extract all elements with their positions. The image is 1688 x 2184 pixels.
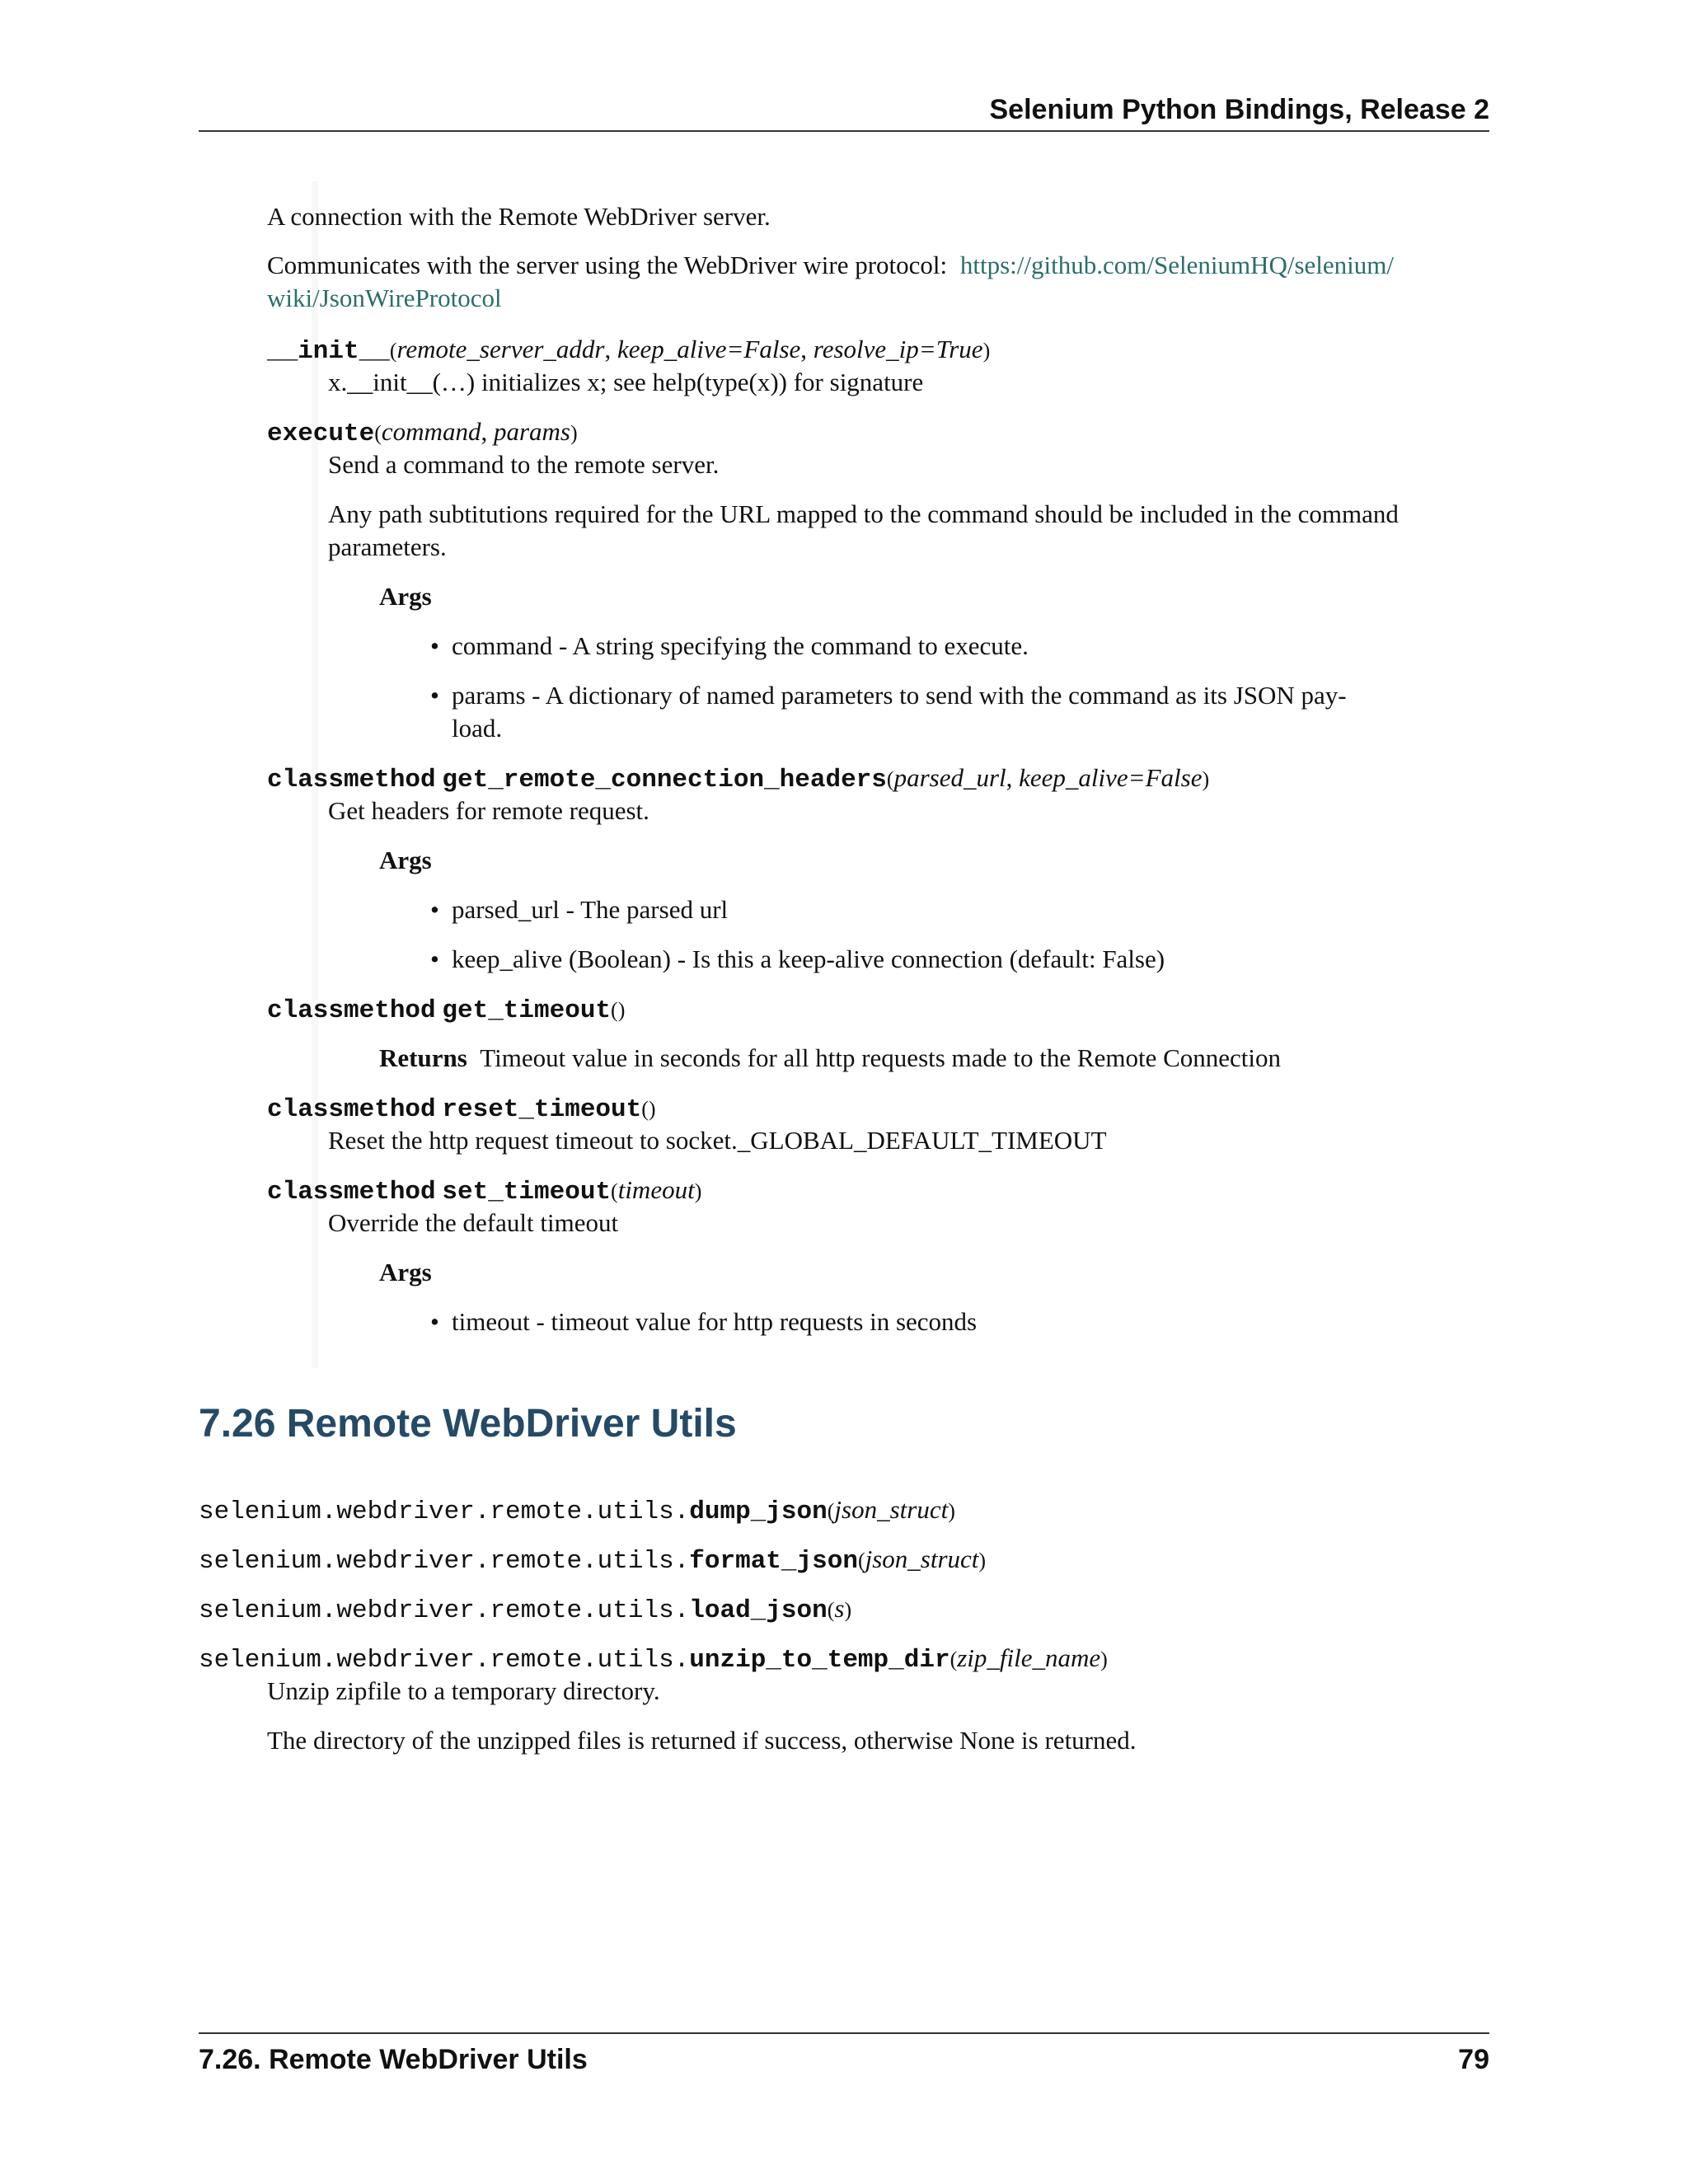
returns-field xyxy=(379,1042,1281,1075)
function-signature: selenium.webdriver.remote.utils.load_json(s) xyxy=(199,1594,852,1625)
execute-signature: execute(command, params) xyxy=(267,417,578,448)
protocol-link-cont[interactable]: wiki/JsonWireProtocol xyxy=(267,284,502,312)
classmethod-keyword: classmethod xyxy=(267,1095,436,1124)
reset-timeout-description: Reset the http request timeout to socket._GLOBAL_DEFAULT_TIMEOUT xyxy=(328,1126,1107,1155)
protocol-link[interactable]: https://github.com/SeleniumHQ/selenium/ xyxy=(959,251,1394,279)
protocol-line xyxy=(267,249,1394,282)
unzip-detail: The directory of the unzipped files is returned if success, otherwise None is returned. xyxy=(267,1726,1137,1755)
set-timeout-name: set_timeout xyxy=(442,1178,612,1207)
function-name: dump_json xyxy=(689,1497,828,1526)
function-signature: selenium.webdriver.remote.utils.unzip_to_temp_dir(zip_file_name) xyxy=(199,1643,1108,1675)
page-footer xyxy=(199,2032,1489,2075)
get-timeout-signature: classmethod get_timeout() xyxy=(267,996,626,1025)
list-item: • params - A dictionary of named parameters to send with the command as its JSON pay- xyxy=(430,681,1347,710)
get-timeout-name: get_timeout xyxy=(442,996,612,1025)
args-label: Args xyxy=(379,846,432,874)
page-number: 79 xyxy=(1458,2044,1489,2075)
get-headers-name: get_remote_connection_headers xyxy=(442,766,887,794)
set-timeout-description: Override the default timeout xyxy=(328,1208,619,1237)
execute-name: execute xyxy=(267,419,375,448)
list-item: • command - A string specifying the command to execute. xyxy=(430,631,1029,660)
list-item: • parsed_url - The parsed url xyxy=(430,895,729,924)
get-headers-signature: classmethod get_remote_connection_headers(parsed_url, keep_alive=False) xyxy=(267,763,1210,794)
module-prefix: selenium.webdriver.remote.utils. xyxy=(199,1497,690,1526)
init-description: x.__init__(…) initializes x; see help(type(x)) for signature xyxy=(328,368,924,396)
module-prefix: selenium.webdriver.remote.utils. xyxy=(199,1646,690,1675)
function-name: unzip_to_temp_dir xyxy=(689,1646,950,1675)
classmethod-keyword: classmethod xyxy=(267,766,436,794)
reset-timeout-name: reset_timeout xyxy=(442,1095,642,1124)
function-signature: selenium.webdriver.remote.utils.dump_json(json_struct) xyxy=(199,1495,955,1526)
classmethod-keyword: classmethod xyxy=(267,996,436,1025)
init-name: __init__ xyxy=(267,337,390,366)
execute-param: params xyxy=(493,417,570,446)
footer-section-title: 7.26. Remote WebDriver Utils xyxy=(199,2044,588,2075)
function-signature: selenium.webdriver.remote.utils.format_json(json_struct) xyxy=(199,1544,987,1576)
list-item-cont: load. xyxy=(452,714,503,743)
class-description: A connection with the Remote WebDriver server. xyxy=(267,202,771,231)
function-name: format_json xyxy=(689,1547,858,1576)
page-header xyxy=(199,91,1489,132)
list-item: • keep_alive (Boolean) - Is this a keep-alive connection (default: False) xyxy=(430,944,1165,973)
execute-detail: Any path subtitutions required for the URL mapped to the command should be included in the command xyxy=(328,499,1399,528)
protocol-text: Communicates with the server using the WebDriver wire protocol: xyxy=(267,251,948,279)
list-item: • timeout - timeout value for http requests in seconds xyxy=(430,1307,978,1336)
function-name: load_json xyxy=(689,1596,828,1625)
running-title: Selenium Python Bindings, Release 2 xyxy=(989,94,1489,125)
execute-param: command xyxy=(381,417,481,446)
classmethod-keyword: classmethod xyxy=(267,1178,436,1207)
module-prefix: selenium.webdriver.remote.utils. xyxy=(199,1596,690,1625)
unzip-description: Unzip zipfile to a temporary directory. xyxy=(267,1676,660,1705)
module-prefix: selenium.webdriver.remote.utils. xyxy=(199,1547,690,1576)
args-label: Args xyxy=(379,582,432,611)
section-heading: 7.26 Remote WebDriver Utils xyxy=(199,1402,737,1446)
set-timeout-signature: classmethod set_timeout(timeout) xyxy=(267,1175,702,1207)
get-headers-description: Get headers for remote request. xyxy=(328,796,649,825)
init-param: keep_alive=False xyxy=(617,335,801,363)
init-signature: __init__(remote_server_addr, keep_alive=False, resolve_ip=True) xyxy=(267,335,991,366)
returns-label: Returns xyxy=(379,1043,467,1072)
execute-description: Send a command to the remote server. xyxy=(328,450,720,479)
args-label: Args xyxy=(379,1258,432,1286)
returns-text: Timeout value in seconds for all http requests made to the Remote Connection xyxy=(480,1043,1282,1072)
reset-timeout-signature: classmethod reset_timeout() xyxy=(267,1095,656,1124)
init-param: resolve_ip=True xyxy=(813,335,983,363)
execute-detail-cont: parameters. xyxy=(328,532,447,561)
init-param: remote_server_addr xyxy=(396,335,605,363)
